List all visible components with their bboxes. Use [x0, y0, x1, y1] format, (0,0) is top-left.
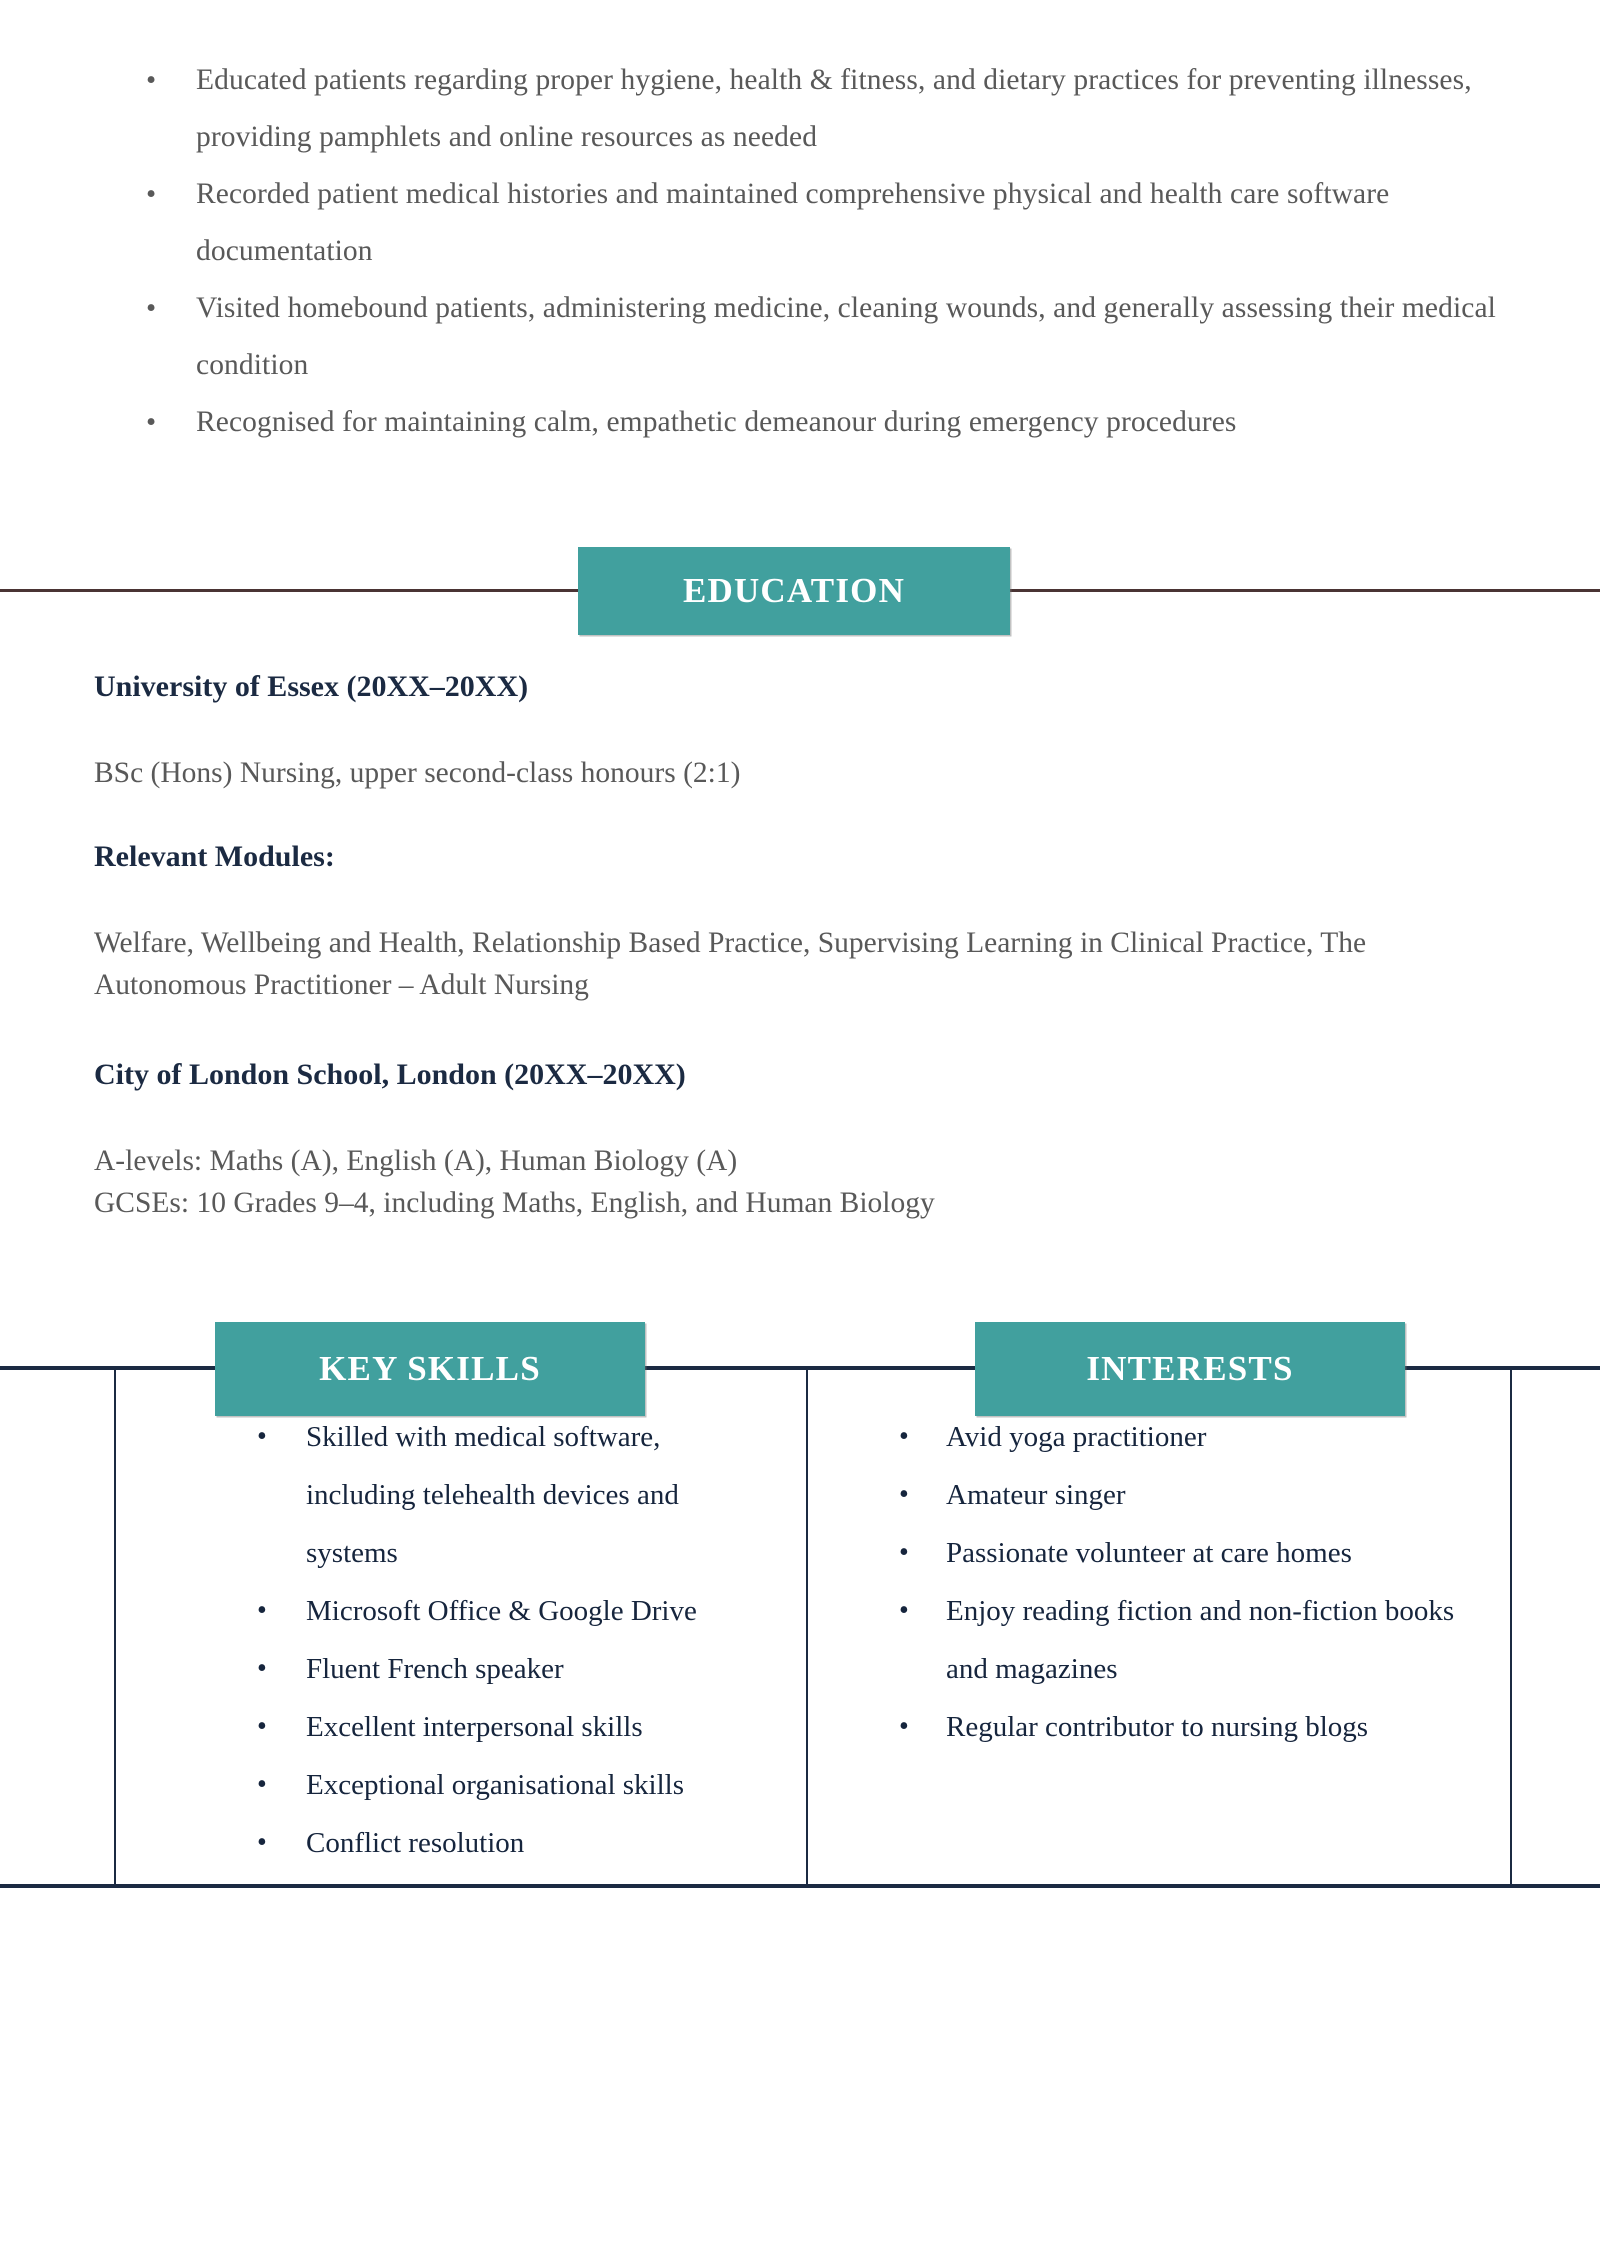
key-skill-text: Fluent French speaker [306, 1653, 564, 1685]
interest-text: Enjoy reading fiction and non-fiction books and magazines [946, 1595, 1455, 1685]
bullet-icon: • [899, 1537, 909, 1568]
key-skill-text: Conflict resolution [306, 1827, 525, 1859]
list-item [114, 1698, 806, 1756]
bullet-icon: • [146, 64, 157, 96]
interests-banner-label: INTERESTS [975, 1322, 1405, 1416]
bullet-icon: • [257, 1595, 267, 1626]
list-item [806, 1466, 1510, 1524]
list-item [114, 1582, 806, 1640]
bullet-icon: • [899, 1479, 909, 1510]
experience-bullet-text: Visited homebound patients, administering medicine, cleaning wounds, and generally assessing their medical condition [196, 292, 1496, 381]
bullet-icon: • [899, 1595, 909, 1626]
banner-rule-left [0, 589, 578, 592]
education-institution: University of Essex (20XX–20XX) [94, 670, 529, 703]
education-section-banner [0, 547, 1600, 635]
list-item [114, 1756, 806, 1814]
key-skills-list [114, 1408, 806, 1872]
list-item [806, 1698, 1510, 1756]
interest-text: Regular contributor to nursing blogs [946, 1711, 1369, 1743]
list-item [0, 52, 1600, 166]
key-skill-text: Microsoft Office & Google Drive [306, 1595, 697, 1627]
bullet-icon: • [257, 1421, 267, 1452]
education-qualification: BSc (Hons) Nursing, upper second-class honours (2:1) [94, 757, 741, 789]
list-item [0, 280, 1600, 394]
education-content [94, 668, 1514, 1224]
bullet-icon: • [146, 178, 157, 210]
banner-rule-right [1010, 589, 1600, 592]
skills-interests-table [0, 1366, 1600, 1888]
education-banner-label: EDUCATION [578, 547, 1010, 635]
key-skills-banner-label: KEY SKILLS [215, 1322, 645, 1416]
list-item [114, 1408, 806, 1582]
bullet-icon: • [257, 1769, 267, 1800]
education-modules-label: Relevant Modules: [94, 840, 335, 873]
key-skill-text: Excellent interpersonal skills [306, 1711, 643, 1743]
bullet-icon: • [257, 1711, 267, 1742]
key-skill-text: Skilled with medical software, including telehealth devices and systems [306, 1421, 679, 1569]
list-item [114, 1814, 806, 1872]
bullet-icon: • [899, 1711, 909, 1742]
bullet-icon: • [146, 292, 157, 324]
bullet-icon: • [257, 1653, 267, 1684]
list-item [0, 166, 1600, 280]
bullet-icon: • [899, 1421, 909, 1452]
education-institution: City of London School, London (20XX–20XX) [94, 1058, 686, 1091]
experience-bullet-text: Educated patients regarding proper hygiene, health & fitness, and dietary practices for preventing illnesses, providing pamphlets and online resources as needed [196, 64, 1472, 153]
bullet-icon: • [146, 406, 157, 438]
bullet-icon: • [257, 1827, 267, 1858]
interests-list [806, 1408, 1510, 1756]
list-item [806, 1524, 1510, 1582]
experience-bullet-list [0, 52, 1600, 451]
education-alevels: A-levels: Maths (A), English (A), Human Biology (A) [94, 1145, 738, 1177]
table-divider-right [1510, 1366, 1512, 1888]
interest-text: Passionate volunteer at care homes [946, 1537, 1352, 1569]
key-skill-text: Exceptional organisational skills [306, 1769, 685, 1801]
experience-bullet-text: Recognised for maintaining calm, empathetic demeanour during emergency procedures [196, 406, 1237, 438]
education-gcses: GCSEs: 10 Grades 9–4, including Maths, English, and Human Biology [94, 1187, 935, 1219]
list-item [0, 394, 1600, 451]
list-item [806, 1408, 1510, 1466]
education-modules-text: Welfare, Wellbeing and Health, Relationship Based Practice, Supervising Learning in Clinical Practice, The Autonomous Practitioner – Adult Nursing [94, 927, 1367, 1001]
experience-bullet-text: Recorded patient medical histories and maintained comprehensive physical and health care software documentation [196, 178, 1390, 267]
list-item [806, 1582, 1510, 1698]
list-item [114, 1640, 806, 1698]
interest-text: Amateur singer [946, 1479, 1126, 1511]
interest-text: Avid yoga practitioner [946, 1421, 1207, 1453]
